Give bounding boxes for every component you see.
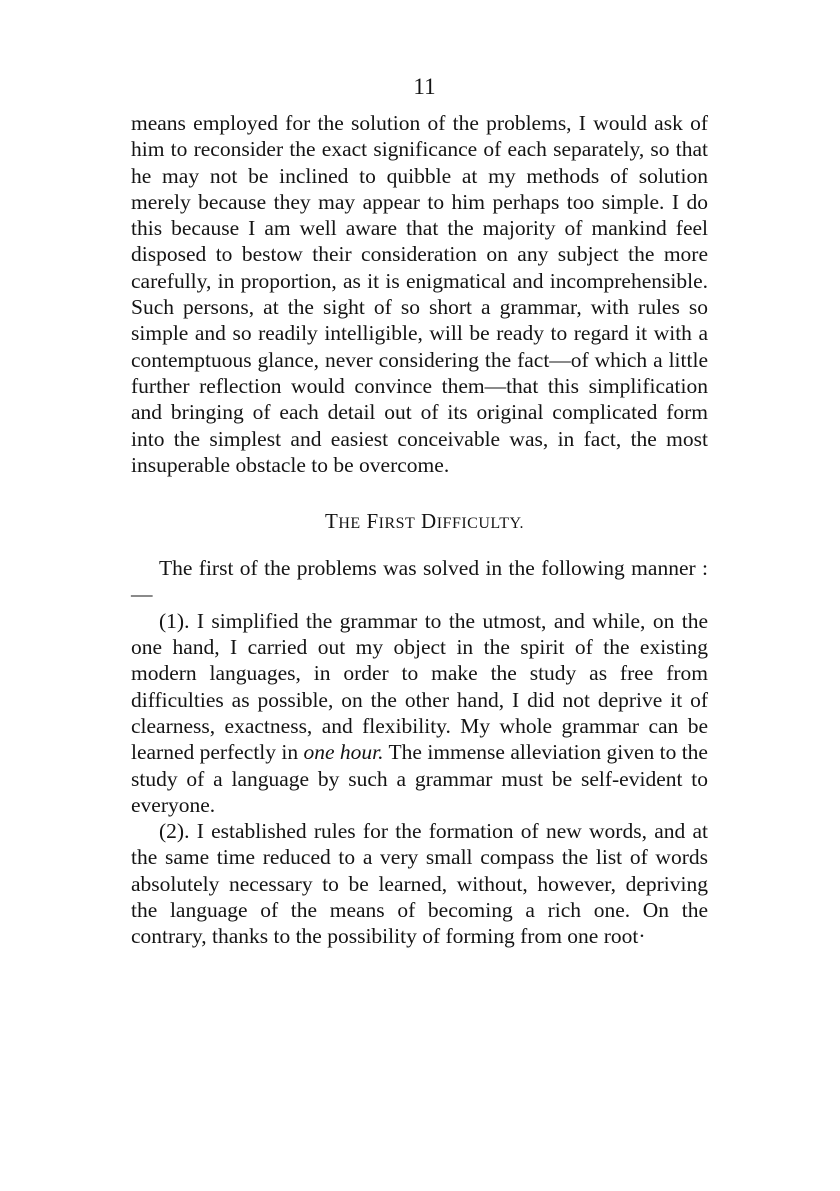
point-2-paragraph: (2). I established rules for the formation of new words, and at the same time reduced to a very small compass the list of words absolutely necessary to be learned, without, however, depriving the language of the means of becoming a rich one. On the contrary, thanks to the possibility of forming from one root· [131, 819, 708, 949]
section-heading [141, 508, 708, 537]
point-1-emphasis: one hour. [303, 740, 384, 765]
heading-word1-cap: T [325, 509, 339, 534]
heading-word3-rest: IFFICULTY. [436, 515, 524, 533]
heading-word2-cap: F [366, 509, 379, 534]
heading-word1-rest: HE [338, 515, 361, 533]
intro-paragraph: means employed for the solution of the problems, I would ask of him to reconsider the exact significance of each separately, so that he may not be inclined to quibble at my methods of solution merely because they may appear to him perhaps too simple. I do this because I am well aware that the majority of mankind feel disposed to bestow their consideration on any subject the more carefully, in proportion, as it is enigmatical and incomprehensible. Such persons, at the sight of so short a grammar, with rules so simple and so readily intelligible, will be ready to regard it with a contemptuous glance, never considering the fact—of which a little further reflection would convince them—that this simplification and bringing of each detail out of its original complicated form into the simplest and easiest conceivable was, in fact, the most insuperable obstacle to be overcome. [131, 111, 708, 477]
point-1-text-after: The immense alleviation given to the study of a language by such a grammar must be self-evident to everyone. [131, 740, 708, 817]
page-number: 11 [413, 74, 436, 99]
book-page [131, 72, 708, 950]
point-1-paragraph [131, 608, 708, 818]
heading-word2-rest: IRST [378, 515, 416, 533]
first-problem-intro: The first of the problems was solved in the following manner :— [131, 556, 708, 607]
point-1-text-before: (1). I simplified the grammar to the utmost, and while, on the one hand, I carried out my object in the spirit of the existing modern languages, in order to make the study as free from difficulties as possible, on the other hand, I did not deprive it of clearness, exactness, and flexibility. My whole grammar can be learned perfectly in [131, 608, 708, 765]
heading-word3-cap: D [421, 509, 437, 534]
